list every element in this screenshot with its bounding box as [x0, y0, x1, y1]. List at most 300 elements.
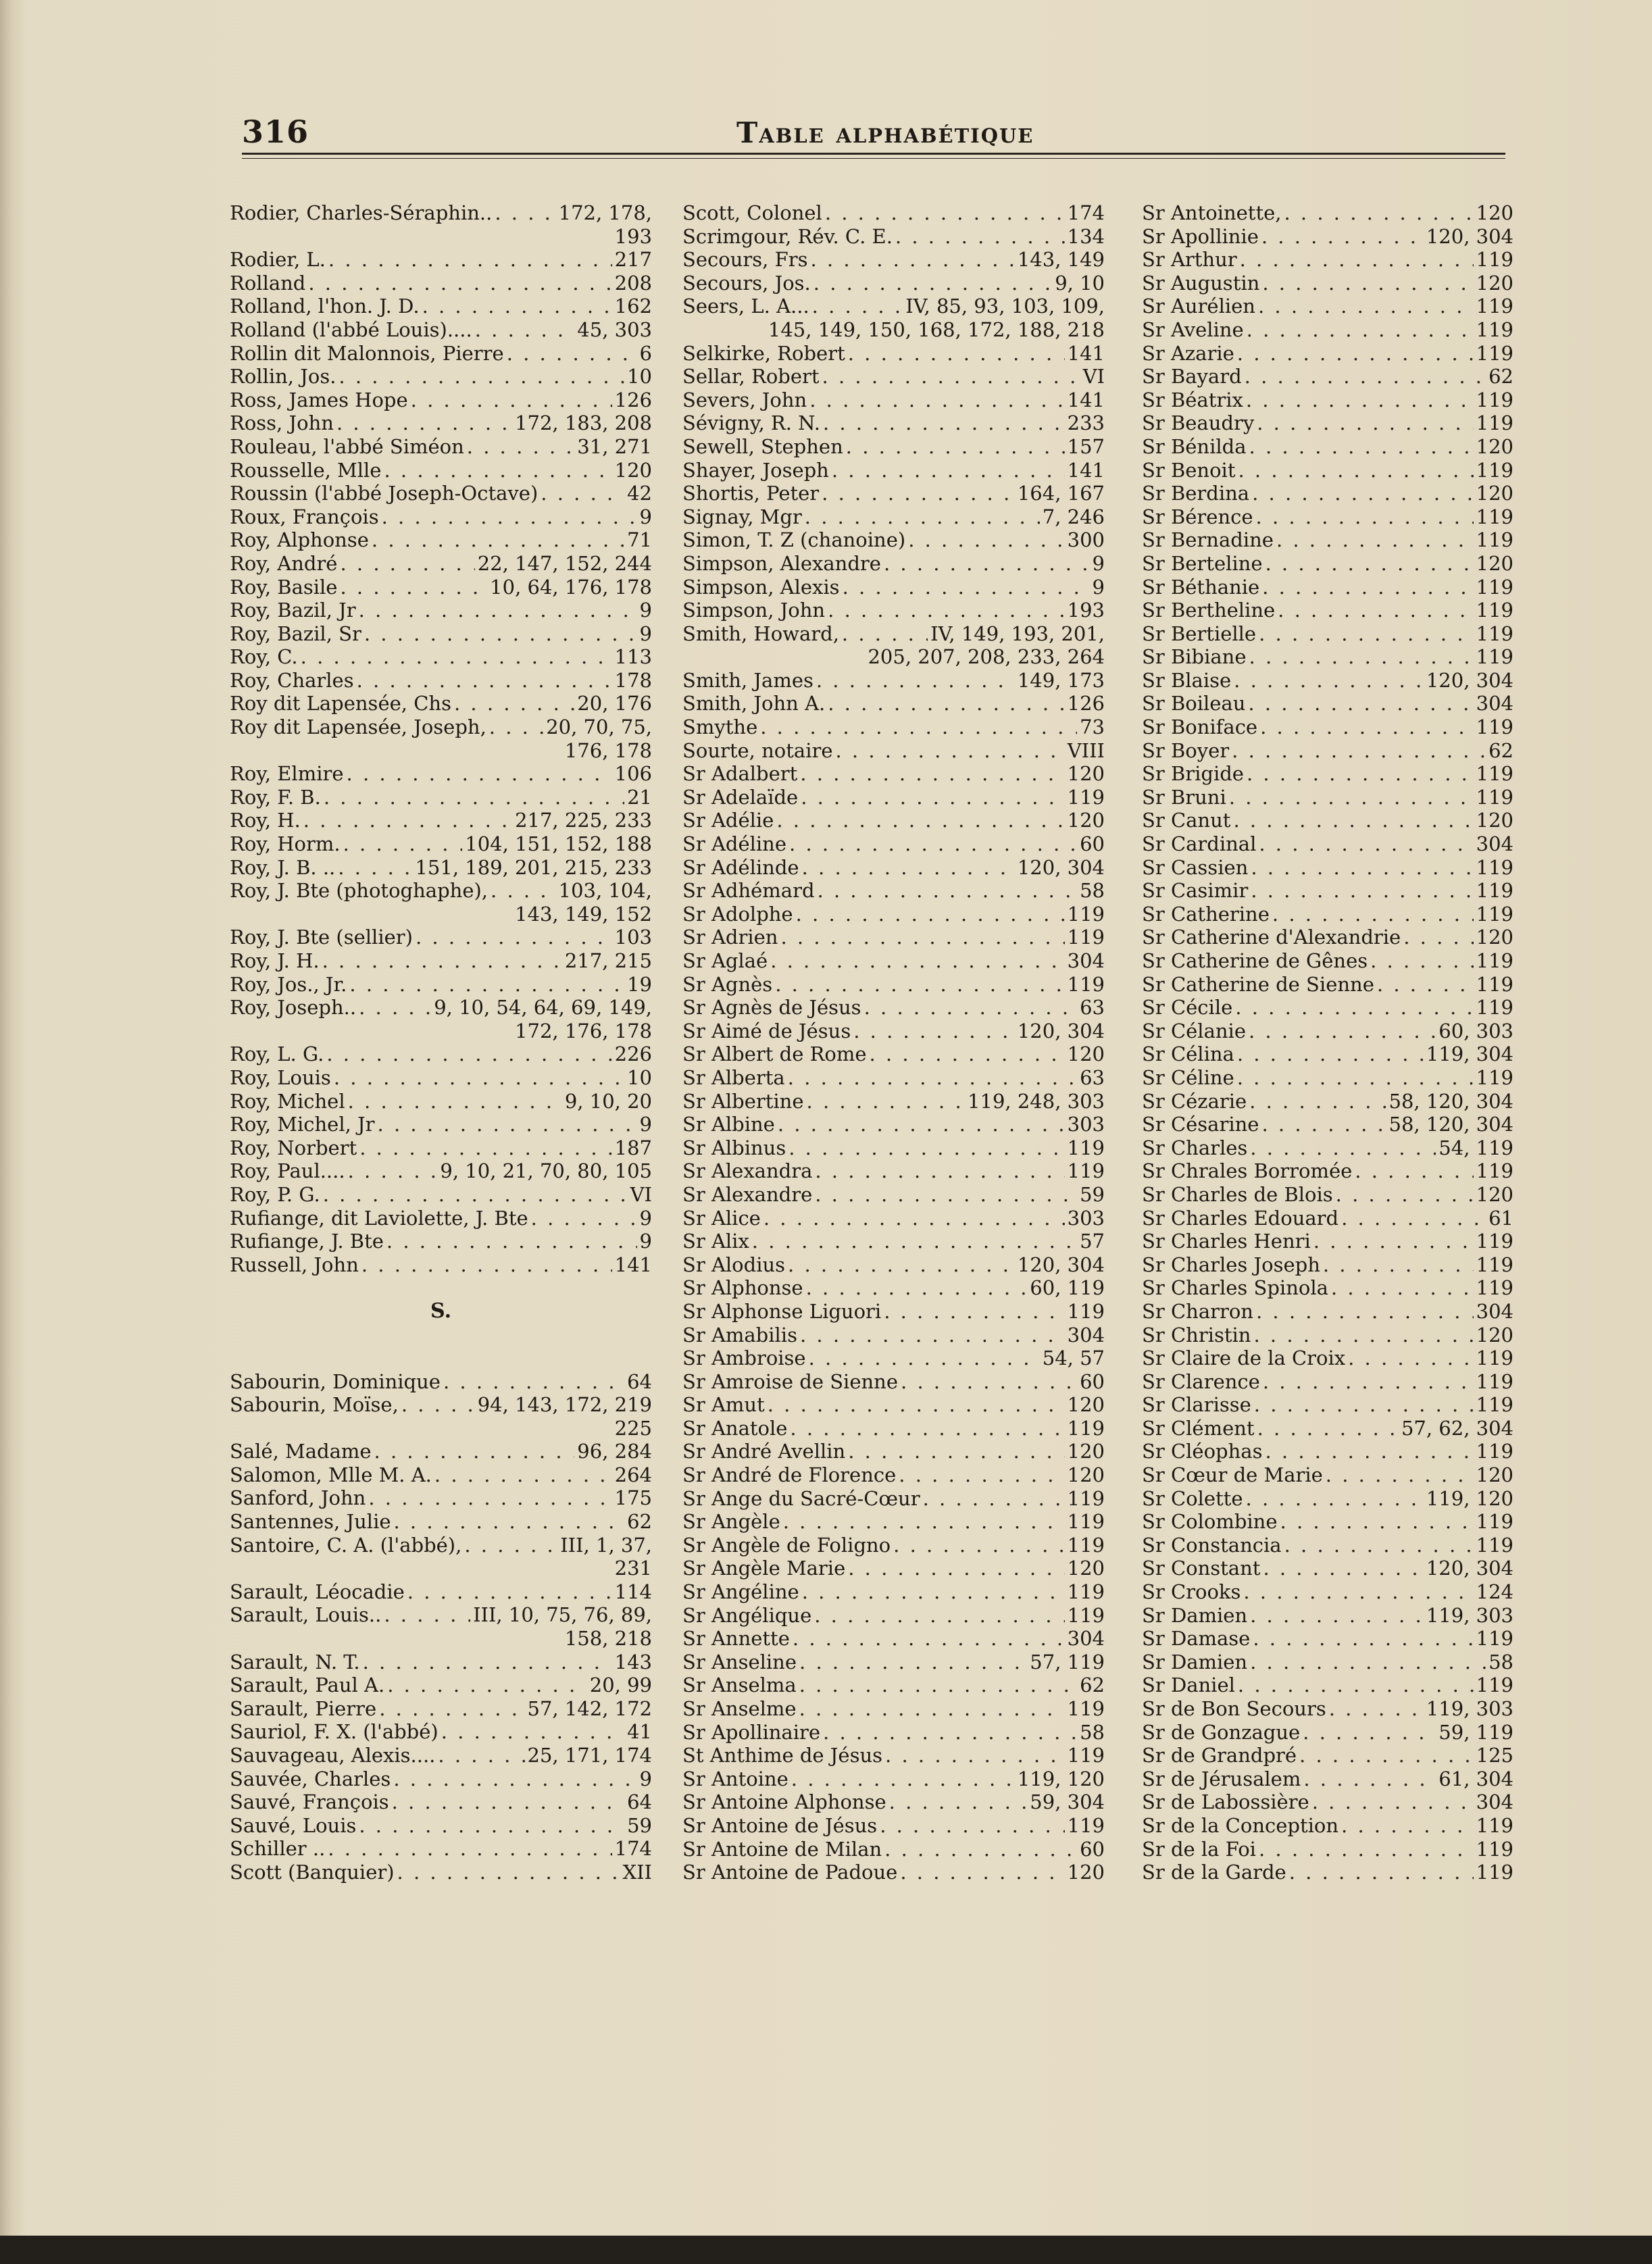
- entry-pages: 119: [1476, 599, 1513, 622]
- entry-pages: 62: [1488, 365, 1513, 388]
- dot-leader: [1262, 272, 1473, 295]
- index-entry: [230, 272, 652, 295]
- dot-leader: [541, 482, 624, 505]
- entry-pages: 304: [1067, 1323, 1105, 1347]
- dot-leader: [467, 435, 575, 459]
- entry-name: Sr de Labossière: [1142, 1790, 1309, 1814]
- dot-leader: [361, 1253, 612, 1277]
- entry-pages: 120: [1067, 1557, 1105, 1580]
- entry-pages: 9, 10, 21, 70, 80, 105: [440, 1159, 652, 1183]
- index-entry: [230, 1042, 652, 1066]
- dot-leader: [793, 1627, 1065, 1651]
- entry-pages: 61, 304: [1438, 1767, 1513, 1790]
- entry-pages: 193: [1067, 599, 1105, 622]
- index-entry: [230, 1090, 652, 1113]
- index-entry: [682, 599, 1105, 622]
- dot-leader: [363, 1651, 612, 1674]
- dot-leader: [434, 1463, 612, 1487]
- dot-leader: [825, 201, 1065, 225]
- entry-name: Sr Cardinal: [1142, 832, 1257, 856]
- header-rule: [242, 153, 1505, 155]
- entry-name: Sr Alberta: [682, 1065, 785, 1089]
- entry-name: Sr André Avellin: [682, 1440, 846, 1463]
- entry-name: Sr Aglaé: [682, 949, 768, 972]
- entry-pages: 54, 57: [1042, 1347, 1105, 1370]
- entry-name: Sarault, Paul A.: [230, 1674, 385, 1697]
- entry-name: Russell, John: [230, 1253, 359, 1276]
- entry-name: Rolland: [230, 271, 306, 295]
- entry-name: Sr de Gonzague: [1142, 1720, 1301, 1744]
- index-entry: [230, 809, 652, 832]
- index-entry: [682, 1276, 1105, 1300]
- entry-name: Sr Antoine de Jésus: [682, 1813, 878, 1837]
- entry-pages: 10: [627, 365, 652, 388]
- entry-pages: 119: [1476, 715, 1513, 739]
- entry-name: Sr Daniel: [1142, 1674, 1235, 1697]
- index-entry: [230, 411, 652, 435]
- entry-pages: 120, 304: [1426, 1557, 1513, 1580]
- entry-name: Sr Amut: [682, 1393, 765, 1417]
- dot-leader: [810, 248, 1014, 272]
- entry-pages: 126: [614, 388, 652, 411]
- entry-pages: VIII: [1067, 738, 1105, 762]
- dot-leader: [801, 786, 1064, 809]
- index-entry: [682, 1113, 1105, 1136]
- index-entry: [1142, 1207, 1513, 1230]
- entry-name: Sr Cassien: [1142, 855, 1249, 879]
- entry-pages: 149, 173: [1017, 668, 1105, 692]
- index-entry: [1142, 1463, 1513, 1487]
- entry-pages: 119: [1067, 1603, 1105, 1627]
- dot-leader: [783, 1510, 1065, 1534]
- index-entry: [230, 342, 652, 366]
- dot-leader: [799, 1697, 1065, 1721]
- index-entry: [682, 1627, 1105, 1651]
- index-entry: [1142, 201, 1513, 225]
- entry-pages: 151, 189, 201, 215, 233: [415, 855, 652, 879]
- entry-pages: 119: [1476, 622, 1513, 645]
- index-entry: [1142, 1534, 1513, 1557]
- entry-pages: 103, 104,: [558, 879, 652, 903]
- index-entry: [1142, 459, 1513, 482]
- entry-pages: 45, 303: [577, 318, 652, 341]
- entry-name: Roy, J. Bte (sellier): [230, 926, 413, 949]
- dot-leader: [823, 1721, 1077, 1744]
- entry-name: Sarault, Louis..: [230, 1603, 382, 1627]
- dot-leader: [1329, 1697, 1424, 1721]
- dot-leader: [799, 1651, 1027, 1674]
- index-entry: [230, 1253, 652, 1277]
- index-entry: [682, 1393, 1105, 1417]
- entry-name: Sr Constant: [1142, 1557, 1261, 1580]
- entry-pages: 73: [1080, 715, 1105, 739]
- index-entry: [230, 1159, 652, 1183]
- entry-pages: 119: [1067, 1697, 1105, 1720]
- dot-leader: [1331, 1276, 1474, 1300]
- dot-leader: [843, 576, 1090, 599]
- index-entry: [682, 809, 1105, 832]
- dot-leader: [895, 225, 1065, 249]
- index-entry: [230, 1440, 652, 1463]
- index-entry: [230, 996, 652, 1020]
- entry-name: Roussin (l'abbé Joseph-Octave): [230, 482, 539, 505]
- entry-pages: 59, 304: [1030, 1790, 1105, 1814]
- index-entry: [230, 926, 652, 949]
- entry-name: Sr Antoine Alphonse: [682, 1790, 886, 1814]
- entry-pages: 57, 142, 172: [527, 1696, 652, 1720]
- index-entry: [682, 1838, 1105, 1861]
- entry-pages: 217, 225, 233: [515, 809, 652, 832]
- entry-name: Shayer, Joseph: [682, 458, 829, 482]
- index-entry: [1142, 832, 1513, 856]
- dot-leader: [392, 1790, 624, 1814]
- entry-pages: 119: [1476, 1347, 1513, 1370]
- index-entry: [682, 505, 1105, 529]
- entry-name: Sr Bertheline: [1142, 599, 1276, 622]
- entry-name: Roy, L. G.: [230, 1042, 324, 1066]
- dot-leader: [1313, 1230, 1474, 1253]
- entry-name: Sr Apollinie: [1142, 224, 1259, 248]
- index-entry: [682, 435, 1105, 459]
- dot-leader: [1259, 832, 1473, 856]
- dot-leader: [374, 1440, 575, 1463]
- dot-leader: [303, 809, 512, 832]
- dot-leader: [853, 1020, 1015, 1043]
- dot-leader: [846, 435, 1065, 459]
- entry-pages: 119: [1067, 1486, 1105, 1510]
- entry-pages: 120, 304: [1017, 1253, 1105, 1276]
- dot-leader: [791, 1767, 1015, 1791]
- entry-pages: 120: [1476, 482, 1513, 505]
- index-entry: [230, 949, 652, 973]
- dot-leader: [848, 342, 1065, 366]
- dot-leader: [1341, 1207, 1486, 1230]
- entry-name: Sr Apollinaire: [682, 1720, 821, 1744]
- dot-leader: [1323, 1253, 1474, 1277]
- entry-name: Roy dit Lapensée, Chs: [230, 692, 451, 715]
- dot-leader: [401, 1393, 475, 1417]
- entry-name: Roy, Paul....: [230, 1159, 345, 1183]
- dot-leader: [1259, 622, 1474, 646]
- index-entry: [1142, 1721, 1513, 1744]
- index-entry: [230, 832, 652, 856]
- entry-pages: 62: [1080, 1674, 1105, 1697]
- entry-name: Sr Colombine: [1142, 1510, 1278, 1534]
- entry-pages: 119: [1067, 972, 1105, 996]
- index-column-2: [682, 201, 1105, 1884]
- entry-name: Roy, Jos., Jr.: [230, 972, 347, 996]
- index-entry: [682, 1744, 1105, 1767]
- index-entry: [1142, 903, 1513, 926]
- dot-leader: [764, 1207, 1065, 1230]
- dot-leader: [806, 1276, 1028, 1300]
- dot-leader: [828, 599, 1065, 622]
- entry-name: Sr Charron: [1142, 1299, 1253, 1323]
- dot-leader: [893, 1534, 1065, 1557]
- index-entry: [230, 248, 652, 272]
- entry-name: Salomon, Mlle M. A.: [230, 1463, 432, 1486]
- index-entry: [1142, 1627, 1513, 1651]
- dot-leader: [1284, 201, 1473, 225]
- index-entry: [1142, 1697, 1513, 1721]
- entry-name: Sr Albertine: [682, 1089, 804, 1113]
- entry-pages: 208: [614, 271, 652, 295]
- entry-name: Roy, Horm.: [230, 832, 341, 856]
- dot-leader: [788, 1253, 1015, 1277]
- dot-leader: [884, 1300, 1064, 1324]
- index-entry: [1142, 1276, 1513, 1300]
- dot-leader: [796, 903, 1065, 926]
- index-entry: [1142, 1042, 1513, 1066]
- entry-pages: 119: [1476, 505, 1513, 528]
- dot-leader: [1265, 1440, 1473, 1463]
- index-entry: [682, 295, 1105, 318]
- index-entry: [230, 459, 652, 482]
- entry-name: Sauvée, Charles: [230, 1767, 391, 1790]
- dot-leader: [1237, 1066, 1474, 1090]
- index-entry: [230, 622, 652, 646]
- entry-pages: 304: [1476, 832, 1513, 856]
- entry-pages: 120: [1067, 1440, 1105, 1463]
- dot-leader: [379, 1697, 524, 1721]
- entry-name: Sr Beaudry: [1142, 411, 1255, 435]
- dot-leader: [343, 832, 463, 856]
- index-entry: [682, 1790, 1105, 1814]
- entry-name: Roy, Joseph..: [230, 996, 357, 1020]
- entry-name: Sr Bayard: [1142, 365, 1242, 388]
- index-entry: [1142, 1253, 1513, 1277]
- index-entry: [682, 1020, 1105, 1043]
- entry-pages: 119: [1476, 1065, 1513, 1089]
- entry-name: Sr Cézarie: [1142, 1089, 1247, 1113]
- entry-pages: 119: [1476, 1276, 1513, 1300]
- dot-leader: [359, 599, 637, 622]
- index-entry: [230, 1744, 652, 1767]
- entry-pages: 119: [1476, 879, 1513, 903]
- entry-pages: 119: [1476, 1230, 1513, 1253]
- entry-pages: 119: [1476, 949, 1513, 972]
- dot-leader: [789, 1136, 1064, 1160]
- dot-leader: [422, 295, 612, 318]
- index-entry: [230, 1370, 652, 1394]
- index-entry: [682, 739, 1105, 763]
- dot-leader: [832, 459, 1065, 482]
- index-entry: [230, 1651, 652, 1674]
- dot-leader: [1336, 1183, 1474, 1207]
- entry-name: Roy, Alphonse: [230, 528, 369, 552]
- index-entry: [1142, 1113, 1513, 1136]
- entry-pages: 9: [639, 1113, 652, 1136]
- dot-leader: [900, 1861, 1064, 1884]
- entry-pages: 57, 119: [1030, 1650, 1105, 1674]
- dot-leader: [348, 1090, 562, 1113]
- dot-leader: [1257, 1417, 1399, 1440]
- entry-pages: 304: [1476, 692, 1513, 715]
- index-entry: [1142, 1393, 1513, 1417]
- entry-pages: 120, 304: [1426, 224, 1513, 248]
- index-entry: [682, 1066, 1105, 1090]
- entry-pages: 119: [1476, 996, 1513, 1020]
- entry-pages: 103: [614, 926, 652, 949]
- dot-leader: [340, 552, 474, 576]
- index-entry: [682, 1534, 1105, 1557]
- entry-pages: 119: [1476, 1861, 1513, 1884]
- dot-leader: [1232, 739, 1486, 763]
- entry-pages: 126: [1067, 692, 1105, 715]
- dot-leader: [842, 622, 928, 646]
- index-entry: [230, 1603, 652, 1627]
- dot-leader: [1377, 973, 1474, 997]
- index-entry: [1142, 973, 1513, 997]
- entry-name: Sr Annette: [682, 1627, 790, 1651]
- dot-leader: [495, 201, 555, 225]
- entry-pages: 58: [1488, 1650, 1513, 1674]
- entry-pages: 303: [1067, 1206, 1105, 1230]
- index-entry: [1142, 1159, 1513, 1183]
- entry-pages: 9: [639, 505, 652, 528]
- dot-leader: [326, 1042, 611, 1066]
- entry-name: Secours, Frs: [682, 248, 808, 272]
- index-entry: [682, 1042, 1105, 1066]
- entry-pages: 119: [1476, 458, 1513, 482]
- index-entry: [1142, 622, 1513, 646]
- entry-name: Sr Béthanie: [1142, 575, 1260, 599]
- index-entry: [682, 1090, 1105, 1113]
- index-entry: [682, 1721, 1105, 1744]
- dot-leader: [802, 856, 1015, 880]
- dot-leader: [770, 949, 1064, 973]
- index-entry: [230, 365, 652, 388]
- entry-pages-continued: 231: [614, 1557, 652, 1580]
- entry-pages: 10: [627, 1065, 652, 1089]
- entry-pages: 303: [1067, 1113, 1105, 1136]
- entry-pages: 120: [1476, 271, 1513, 295]
- dot-leader: [1403, 926, 1473, 949]
- index-entry: [682, 996, 1105, 1020]
- index-entry: [230, 201, 652, 225]
- dot-leader: [372, 528, 624, 552]
- index-entry: [1142, 1557, 1513, 1580]
- entry-name: Sr Adéline: [682, 832, 787, 856]
- entry-pages: 58: [1080, 1720, 1105, 1744]
- entry-pages: 60: [1080, 1837, 1105, 1861]
- dot-leader: [347, 762, 612, 786]
- index-entry: [1142, 1324, 1513, 1347]
- entry-name: Scott (Banquier): [230, 1860, 395, 1884]
- index-entry: [1142, 1440, 1513, 1463]
- dot-leader: [339, 365, 624, 388]
- entry-name: Scott, Colonel: [682, 201, 822, 224]
- index-entry: [1142, 1300, 1513, 1324]
- entry-pages: 119: [1476, 1813, 1513, 1837]
- entry-name: Sr Constancia: [1142, 1533, 1282, 1557]
- dot-leader: [1233, 809, 1473, 832]
- entry-name: Roy dit Lapensée, Joseph,: [230, 715, 486, 739]
- entry-name: Sr Cœur de Marie: [1142, 1463, 1323, 1487]
- dot-leader: [1246, 1487, 1424, 1511]
- dot-leader: [443, 1370, 624, 1394]
- index-entry: [1142, 599, 1513, 622]
- entry-pages: 119: [1067, 1159, 1105, 1183]
- entry-name: Roy, Michel: [230, 1089, 345, 1113]
- entry-pages: 300: [1067, 528, 1105, 552]
- dot-leader: [760, 715, 1077, 739]
- dot-leader: [1278, 599, 1473, 622]
- index-entry: [1142, 809, 1513, 832]
- index-entry: [682, 388, 1105, 412]
- entry-name: Sr Angélique: [682, 1603, 812, 1627]
- entry-name: Sr Adrien: [682, 926, 778, 949]
- entry-name: Sr de la Garde: [1142, 1861, 1286, 1884]
- index-entry: [1142, 1370, 1513, 1394]
- entry-name: Sr Albert de Rome: [682, 1042, 867, 1066]
- entry-pages: 119: [1067, 1299, 1105, 1323]
- entry-pages: 71: [627, 528, 652, 552]
- entry-name: Sr Angèle de Foligno: [682, 1533, 891, 1557]
- entry-pages-continued: 158, 218: [564, 1627, 652, 1651]
- entry-pages: 119: [1476, 1837, 1513, 1861]
- entry-pages: 106: [614, 762, 652, 786]
- entry-name: Sr Canut: [1142, 809, 1231, 832]
- entry-pages: 119: [1476, 411, 1513, 435]
- entry-pages: 9, 10, 54, 64, 69, 149,: [434, 996, 652, 1020]
- entry-name: Sr Anseline: [682, 1650, 797, 1674]
- dot-leader: [836, 739, 1065, 763]
- dot-leader: [1234, 669, 1424, 693]
- entry-pages: 304: [1067, 949, 1105, 972]
- entry-name: Salé, Madame: [230, 1440, 372, 1463]
- entry-name: Sr de la Conception: [1142, 1813, 1339, 1837]
- dot-leader: [778, 1113, 1065, 1136]
- dot-leader: [454, 692, 574, 715]
- dot-leader: [323, 1183, 628, 1207]
- entry-pages: 120: [1476, 809, 1513, 832]
- index-entry: [230, 1230, 652, 1253]
- dot-leader: [807, 1090, 966, 1113]
- entry-pages-continued: 205, 207, 208, 233, 264: [868, 645, 1105, 669]
- index-entry: [1142, 926, 1513, 949]
- entry-pages: 174: [614, 1837, 652, 1861]
- entry-name: Sr Alexandre: [682, 1182, 813, 1206]
- dot-leader: [1251, 856, 1473, 880]
- entry-name: Sabourin, Dominique: [230, 1369, 441, 1393]
- dot-leader: [1249, 1020, 1436, 1043]
- entry-name: Sr Clarisse: [1142, 1393, 1251, 1417]
- dot-leader: [815, 1159, 1064, 1183]
- entry-pages: 119: [1067, 926, 1105, 949]
- entry-name: Sr Alphonse Liguori: [682, 1299, 882, 1323]
- index-entry: [682, 1300, 1105, 1324]
- entry-name: Sr de Jérusalem: [1142, 1767, 1301, 1790]
- entry-name: Roux, François: [230, 505, 379, 528]
- entry-name: Sr Damien: [1142, 1650, 1248, 1674]
- entry-pages: 143: [614, 1650, 652, 1674]
- dot-leader: [334, 1066, 624, 1090]
- entry-pages: 178: [614, 668, 652, 692]
- entry-pages: 120, 304: [1017, 855, 1105, 879]
- index-entry: [1142, 1230, 1513, 1253]
- entry-name: Sr Charles: [1142, 1136, 1248, 1159]
- dot-leader: [378, 1113, 637, 1136]
- entry-pages: III, 10, 75, 76, 89,: [473, 1603, 652, 1627]
- index-entry: [682, 1814, 1105, 1838]
- index-entry: [1142, 1744, 1513, 1767]
- entry-name: Roy, Elmire: [230, 762, 344, 786]
- entry-name: Sr Boileau: [1142, 692, 1246, 715]
- entry-pages: 59: [627, 1813, 652, 1837]
- dot-leader: [816, 669, 1015, 693]
- entry-name: Sr Amabilis: [682, 1323, 797, 1347]
